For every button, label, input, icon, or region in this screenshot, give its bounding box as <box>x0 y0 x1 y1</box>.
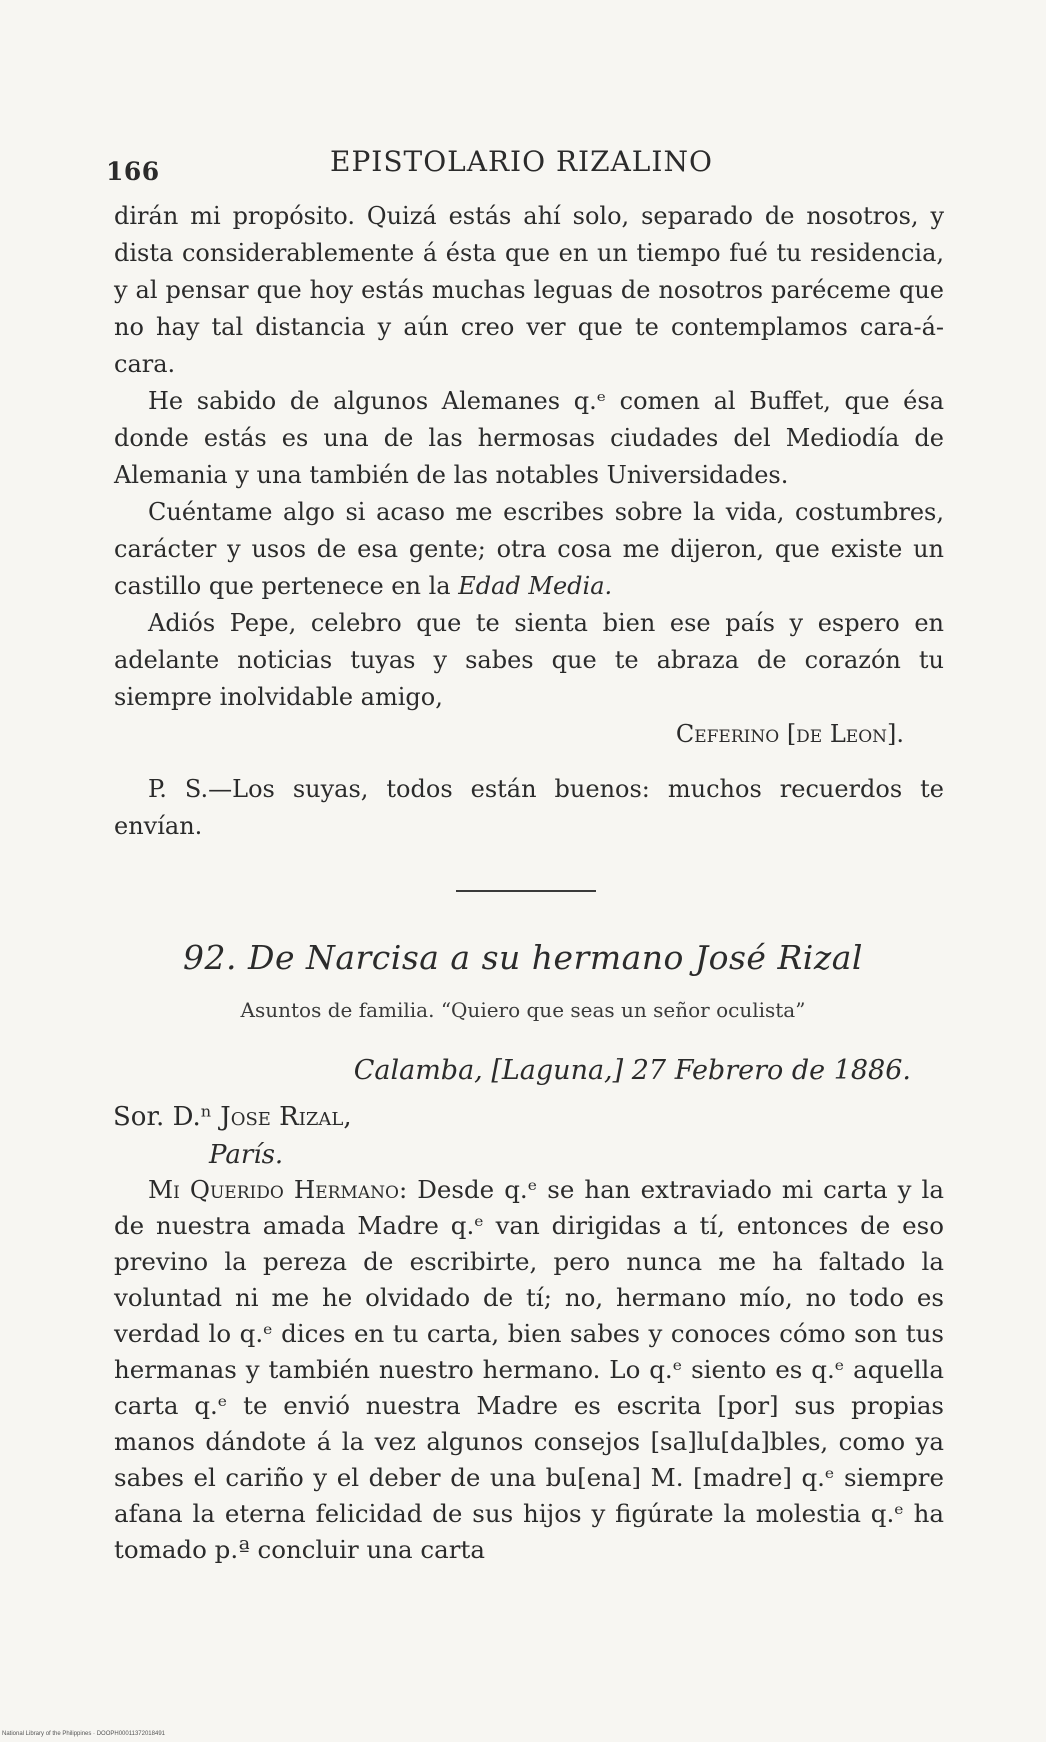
letter-title: 92. De Narcisa a su hermano José Rizal <box>183 938 863 977</box>
addressee-name: Jose Rizal, <box>220 1102 352 1132</box>
dateline: Calamba, [Laguna,] 27 Febrero de 1886. <box>353 1055 911 1086</box>
signature-bracket: [de Leon]. <box>786 720 904 748</box>
salutation: Mi Querido Hermano <box>148 1175 399 1204</box>
letter-subtitle: Asuntos de familia. “Quiero que seas un señor oculista” <box>240 998 806 1022</box>
postscript: P. S.—Los suyas, todos están buenos: muchos recuerdos te envían. <box>114 775 944 840</box>
running-title: EPISTOLARIO RIZALINO <box>330 145 713 178</box>
paragraph-text: Cuéntame algo si acaso me escribes sobre la vida, costumbres, carácter y usos de esa gente; otra cosa me dijeron, que existe un castillo que pertenece en la <box>114 498 944 600</box>
paragraph: dirán mi propósito. Quizá estás ahí solo, separado de nosotros, y dista considerablemente á ésta que en un tiempo fué tu residencia, y al pensar que hoy estás muchas leguas de nosotros paréceme que no hay tal distancia y aún creo ver que te contemplamos cara-á-cara. <box>114 202 944 378</box>
letter-91-continuation <box>114 198 944 845</box>
signature-name: Ceferino <box>675 720 780 748</box>
scan-credit: National Library of the Philippines · DOOPH00011372018491 <box>2 1731 165 1737</box>
addressee <box>113 1098 352 1174</box>
addressee-place: París. <box>209 1140 284 1170</box>
paragraph <box>114 1172 944 1568</box>
signature <box>114 716 944 753</box>
letter-92-body <box>114 1172 944 1568</box>
paragraph <box>114 494 944 605</box>
page-number: 166 <box>106 157 160 186</box>
paragraph-text: : Desde q.ᵉ se han extraviado mi carta y la de nuestra amada Madre q.ᵉ van dirigidas a tí, entonces de eso previno la pereza de escribirte, pero nunca me ha faltado la voluntad ni me he olvidado de tí; no, hermano mío, no todo es verdad lo q.ᵉ dices en tu carta, bien sabes y conoces cómo son tus hermanas y también nuestro hermano. Lo q.ᵉ siento es q.ᵉ aquella carta q.ᵉ te envió nuestra Madre es escrita [por] sus propias manos dándote á la vez algunos consejos [sa]lu[da]bles, como ya sabes el cariño y el deber de una bu[ena] M. [madre] q.ᵉ siempre afana la eterna felicidad de sus hijos y figúrate la molestia q.ᵉ ha tomado p.ª concluir una carta <box>114 1175 944 1564</box>
addressee-prefix: Sor. D.ⁿ <box>113 1102 221 1132</box>
italic-text: Edad Media. <box>458 572 613 600</box>
paragraph: Adiós Pepe, celebro que te sienta bien ese país y espero en adelante noticias tuyas y sabes que te abraza de corazón tu siempre inolvidable amigo, <box>114 609 944 711</box>
section-divider <box>456 890 596 892</box>
paragraph: He sabido de algunos Alemanes q.ᵉ comen al Buffet, que ésa donde estás es una de las hermosas ciudades del Mediodía de Alemania y una también de las notables Universidades. <box>114 387 944 489</box>
page-header <box>106 145 946 189</box>
